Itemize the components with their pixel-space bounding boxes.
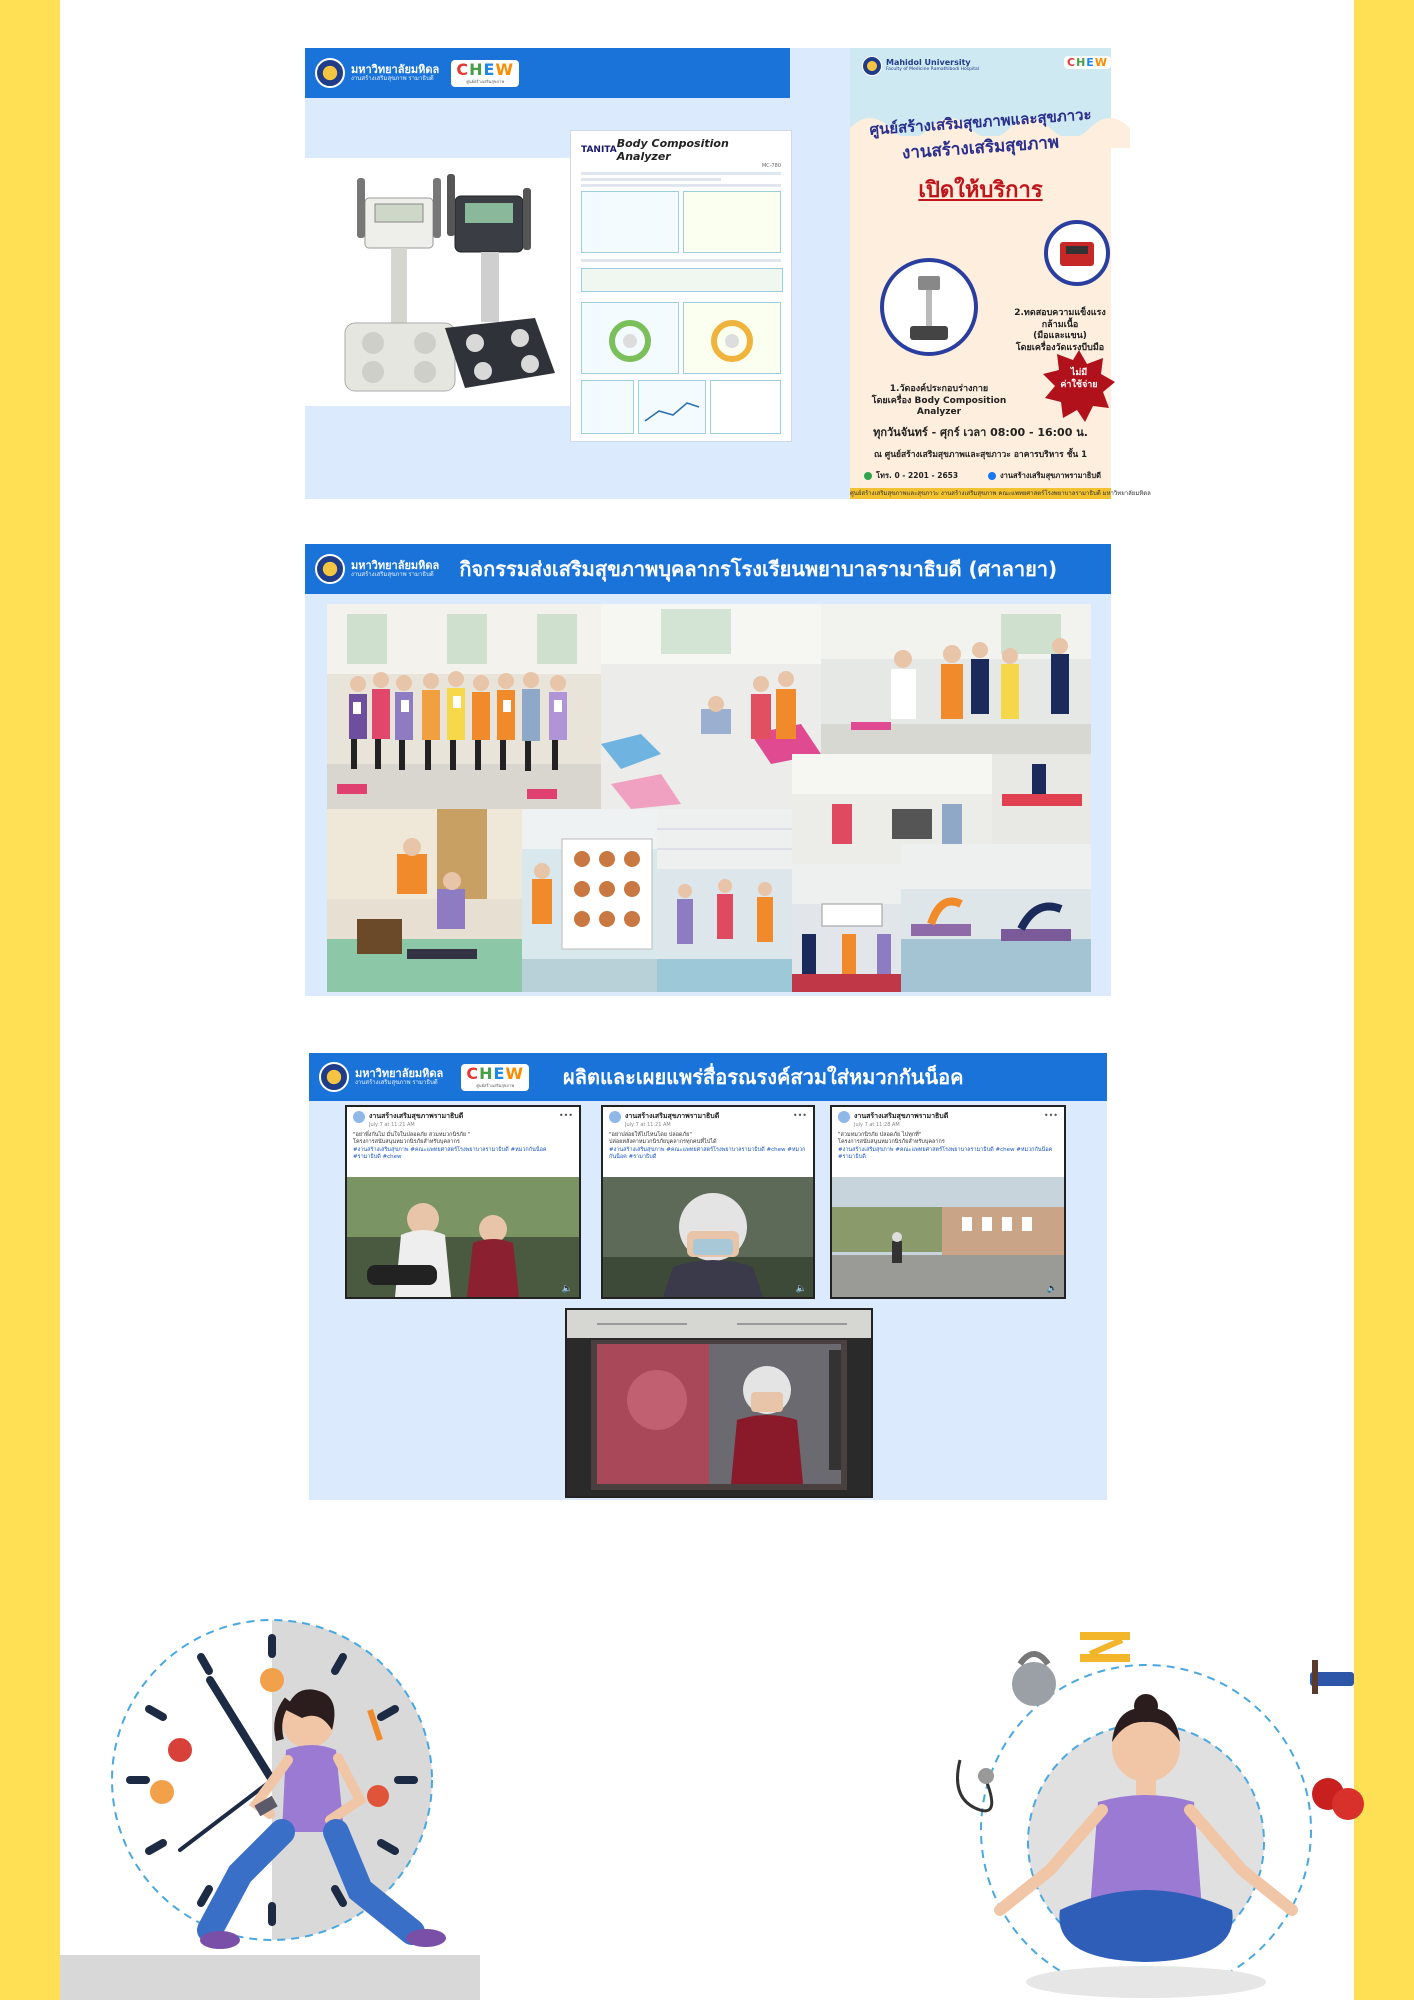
- facebook-icon: [988, 472, 996, 480]
- report-title: Body Composition Analyzer: [616, 137, 729, 163]
- section1-header: [305, 48, 790, 98]
- service-location: ณ ศูนย์สร้างเสริมสุขภาพและสุขภาวะ อาคารบริหาร ชั้น 1: [873, 450, 1088, 460]
- university-seal-icon: [315, 58, 345, 88]
- tanita-report: [570, 130, 792, 442]
- page: [60, 0, 1354, 2000]
- activity-photo-collage: [327, 604, 1091, 992]
- post-video[interactable]: [832, 1177, 1064, 1297]
- service1-text: 1.วัดองค์ประกอบร่างกาย โดยเครื่อง Body Composition Analyzer: [871, 384, 1007, 418]
- university-logo: [305, 58, 439, 88]
- phone-icon: [864, 472, 872, 480]
- post-hashtags[interactable]: #งานสร้างเสริมสุขภาพ #คณะแพทยศาสตร์โรงพยาบาลรามาธิบดี #chew #หมวกกันน็อค #รามาธิบดี: [838, 1146, 1053, 1161]
- floor-exercise-photo: [901, 844, 1091, 992]
- phone-contact: โทร. 0 - 2201 - 2653: [864, 470, 958, 482]
- post-date: July 7 at 11:28 AM: [854, 1122, 900, 1128]
- post-text: "อย่าปล่อยให้ไปไหนโดย ปลอดภัย": [609, 1132, 692, 1138]
- nutrition-board-photo: [522, 809, 657, 992]
- post-hashtags[interactable]: #งานสร้างเสริมสุขภาพ #คณะแพทยศาสตร์โรงพยาบาลรามาธิบดี #หมวกกันน็อค #รามาธิบดี #chew: [353, 1146, 547, 1161]
- poster-footer: ศูนย์สร้างเสริมสุขภาพและสุขภาวะ งานสร้างเสริมสุขภาพ คณะแพทยศาสตร์โรงพยาบาลรามาธิบดี มหาวิทยาลัยมหิดล: [850, 490, 1151, 497]
- devices-panel: [305, 158, 575, 406]
- exercise-clock-illustration: [60, 1600, 500, 2000]
- post-text: "อย่าพึ่งกันไม่ มั่นใจในปลอดภัย สวมหมวกนิรภัย ": [353, 1132, 471, 1138]
- university-seal-icon: [315, 554, 345, 584]
- service2-text: 2.ทดสอบความแข็งแรงกล้ามเนื้อ (มือและแขน) โดยเครื่องวัดแรงบีบมือ: [1014, 308, 1106, 354]
- free-badge-text: ไม่มี ค่าใช้จ่าย: [1060, 368, 1098, 390]
- post-text: โครงการสนับสนุนหมวกนิรภัยสำหรับบุคลากร: [353, 1139, 460, 1146]
- section-staff-activities: [305, 544, 1111, 996]
- social-post-card[interactable]: [345, 1105, 581, 1299]
- sound-icon[interactable]: 🔈: [795, 1284, 807, 1294]
- section2-title: กิจกรรมส่งเสริมสุขภาพบุคลากรโรงเรียนพยาบาลรามาธิบดี (ศาลายา): [459, 557, 1058, 581]
- post-text: "สวมหมวกนิรภัย ปลอดภัย ไปทุกที่": [838, 1132, 922, 1138]
- health-check-photo: [601, 604, 821, 809]
- report-model: MC-780: [761, 163, 781, 169]
- post-page-name[interactable]: งานสร้างเสริมสุขภาพรามาธิบดี: [854, 1112, 949, 1120]
- page-avatar: [838, 1111, 850, 1123]
- poster-univ-sub: Faculty of Medicine Ramathibodi Hospital: [886, 66, 979, 72]
- university-sub: งานสร้างเสริมสุขภาพ รามาธิบดี: [351, 74, 434, 82]
- sound-icon[interactable]: 🔈: [561, 1284, 573, 1294]
- poster-title-line2: งานสร้างเสริมสุขภาพ: [901, 132, 1060, 164]
- body-analyzer-device-image: [880, 258, 978, 356]
- group-photo: [327, 604, 601, 809]
- social-post-card[interactable]: [830, 1105, 1066, 1299]
- poster-univ-name: Mahidol University: [886, 58, 971, 68]
- post-date: July 7 at 11:21 AM: [369, 1122, 415, 1128]
- group-banner-photo: [792, 864, 901, 992]
- open-service-heading: เปิดให้บริการ: [918, 178, 1043, 203]
- facebook-contact: งานสร้างเสริมสุขภาพรามาธิบดี: [988, 470, 1101, 482]
- exercise-group-photo: [821, 604, 1091, 754]
- post-page-name[interactable]: งานสร้างเสริมสุขภาพรามาธิบดี: [369, 1112, 464, 1120]
- chew-logo: CHEW ศูนย์สร้างเสริมสุขภาพ: [451, 60, 519, 87]
- section3-title: ผลิตและเผยแพร่สื่อรณรงค์สวมใส่หมวกกันน็อค: [563, 1065, 964, 1089]
- section-helmet-campaign: [309, 1053, 1107, 1500]
- report-brand: TANITA: [581, 145, 617, 155]
- poster-title-line1: ศูนย์สร้างเสริมสุขภาพและสุขภาวะ: [868, 105, 1093, 139]
- section2-header: มหาวิทยาลัยมหิดล งานสร้างเสริมสุขภาพ รามาธิบดี กิจกรรมส่งเสริมสุขภาพบุคลากรโรงเรียนพยาบาลรามาธิบดี (ศาลายา): [305, 544, 1111, 594]
- university-seal-icon: [319, 1062, 349, 1092]
- social-post-card[interactable]: [601, 1105, 815, 1299]
- post-page-name[interactable]: งานสร้างเสริมสุขภาพรามาธิบดี: [625, 1112, 720, 1120]
- post-hashtags[interactable]: #งานสร้างเสริมสุขภาพ #คณะแพทยศาสตร์โรงพยาบาลรามาธิบดี #chew #หมวกกันน็อค #รามาธิบดี: [609, 1146, 806, 1161]
- more-options-icon[interactable]: •••: [1043, 1111, 1058, 1120]
- poster-seal-icon: [862, 56, 882, 76]
- page-avatar: [609, 1111, 621, 1123]
- section3-header: มหาวิทยาลัยมหิดล งานสร้างเสริมสุขภาพ รามาธิบดี CHEW ศูนย์สร้างเสริมสุขภาพ ผลิตและเผยแพร่สื่อรณรงค์สวมใส่หมวกกันน็อค: [309, 1053, 1107, 1101]
- post-text: โครงการสนับสนุนหมวกนิรภัยสำหรับบุคลากร: [838, 1139, 945, 1146]
- page-avatar: [353, 1111, 365, 1123]
- section-body-composition: [305, 48, 1151, 499]
- service-poster: [850, 48, 1151, 499]
- post-text: ปล่อยหลังคาหมวกนิรภัยบุคลากรทุกคนที่ไปได้: [609, 1139, 717, 1146]
- poster-chew-logo: CHEW: [1064, 56, 1111, 69]
- service-hours: ทุกวันจันทร์ - ศุกร์ เวลา 08:00 - 16:00 น.: [873, 426, 1088, 439]
- post-date: July 7 at 11:21 AM: [625, 1122, 671, 1128]
- body-composition-device-image: [305, 158, 575, 406]
- sit-and-reach-photo: [327, 809, 522, 992]
- post-video[interactable]: [347, 1177, 579, 1297]
- hand-grip-device-image: [1044, 220, 1110, 286]
- post-video[interactable]: [603, 1177, 813, 1297]
- screen-video-frame[interactable]: [565, 1308, 873, 1498]
- meditation-illustration: [940, 1610, 1354, 2000]
- aerobic-class-photo: [657, 809, 792, 992]
- sound-icon[interactable]: 🔈: [1046, 1284, 1058, 1294]
- chew-logo: CHEW ศูนย์สร้างเสริมสุขภาพ: [461, 1064, 529, 1091]
- more-options-icon[interactable]: •••: [792, 1111, 807, 1120]
- more-options-icon[interactable]: •••: [558, 1111, 573, 1120]
- stretch-photo-right: [992, 754, 1091, 844]
- university-name: มหาวิทยาลัยมหิดล: [351, 62, 440, 76]
